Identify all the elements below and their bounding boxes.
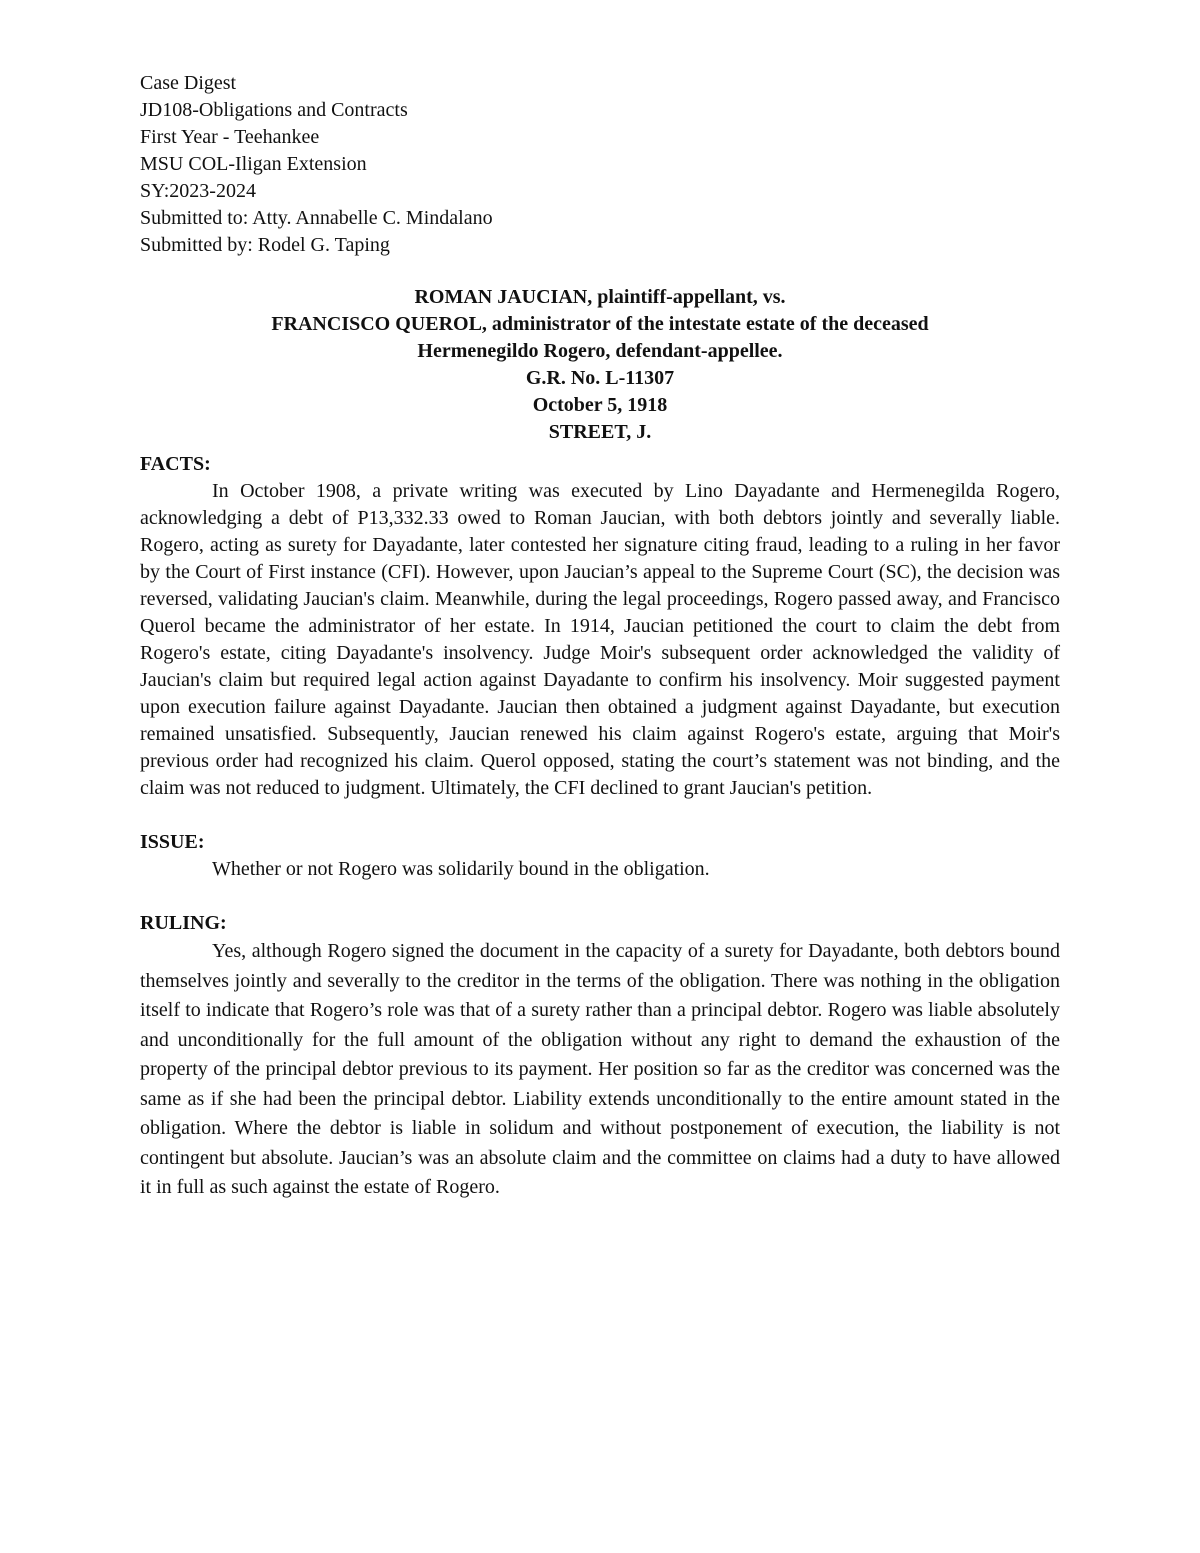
- ruling-paragraph: Yes, although Rogero signed the document in the capacity of a surety for Dayadante, both debtors bound themselves jointly and severally to the creditor in the terms of the obligation. There was nothing in the obligation itself to indicate that Rogero’s role was that of a surety rather than a principal debtor. Rogero was liable absolutely and unconditionally for the full amount of the obligation without any right to demand the exhaustion of the property of the principal debtor previous to its payment. Her position so far as the creditor was concerned was the same as if she had been the principal debtor. Liability extends unconditionally to the entire amount stated in the obligation. Where the debtor is liable in solidum and without postponement of execution, the liability is not contingent but absolute. Jaucian’s was an absolute claim and the committee on claims had a duty to have allowed it in full as such against the estate of Rogero.: [140, 940, 1060, 1198]
- ruling-heading: RULING:: [140, 912, 227, 934]
- issue-heading: ISSUE:: [140, 831, 205, 853]
- header-school: MSU COL-Iligan Extension: [140, 153, 367, 175]
- case-date: October 5, 1918: [532, 394, 668, 416]
- document-header: [140, 70, 1060, 259]
- header-submitted-to: Submitted to: Atty. Annabelle C. Mindalano: [140, 207, 493, 229]
- facts-heading: FACTS:: [140, 453, 211, 475]
- case-title: [140, 284, 1060, 446]
- case-title-defendant: FRANCISCO QUEROL, administrator of the intestate estate of the deceased: [271, 313, 929, 335]
- facts-paragraph: In October 1908, a private writing was executed by Lino Dayadante and Hermenegilda Rogero, acknowledging a debt of P13,332.33 owed to Roman Jaucian, with both debtors jointly and severally liable. Rogero, acting as surety for Dayadante, later contested her signature citing fraud, leading to a ruling in her favor by the Court of First instance (CFI). However, upon Jaucian’s appeal to the Supreme Court (SC), the decision was reversed, validating Jaucian's claim. Meanwhile, during the legal proceedings, Rogero passed away, and Francisco Querol became the administrator of her estate. In 1914, Jaucian petitioned the court to claim the debt from Rogero's estate, citing Dayadante's insolvency. Judge Moir's subsequent order acknowledged the validity of Jaucian's claim but required legal action against Dayadante to confirm his insolvency. Moir suggested payment upon execution failure against Dayadante. Jaucian then obtained a judgment against Dayadante, but execution remained unsatisfied. Subsequently, Jaucian renewed his claim against Rogero's estate, arguing that Moir's previous order had recognized his claim. Querol opposed, stating the court’s statement was not binding, and the claim was not reduced to judgment. Ultimately, the CFI declined to grant Jaucian's petition.: [140, 480, 1060, 799]
- header-course: JD108-Obligations and Contracts: [140, 99, 408, 121]
- case-gr-number: G.R. No. L-11307: [525, 367, 675, 389]
- document-page: [140, 70, 1060, 1203]
- header-document-type: Case Digest: [140, 72, 237, 94]
- case-title-defendant-cont: Hermenegildo Rogero, defendant-appellee.: [417, 340, 783, 362]
- issue-paragraph: Whether or not Rogero was solidarily bound in the obligation.: [212, 858, 710, 880]
- header-year-section: First Year - Teehankee: [140, 126, 320, 148]
- header-submitted-by: Submitted by: Rodel G. Taping: [140, 234, 390, 256]
- case-ponente: STREET, J.: [548, 421, 652, 443]
- header-school-year: SY:2023-2024: [140, 180, 256, 202]
- case-title-plaintiff: ROMAN JAUCIAN, plaintiff-appellant, vs.: [414, 286, 786, 308]
